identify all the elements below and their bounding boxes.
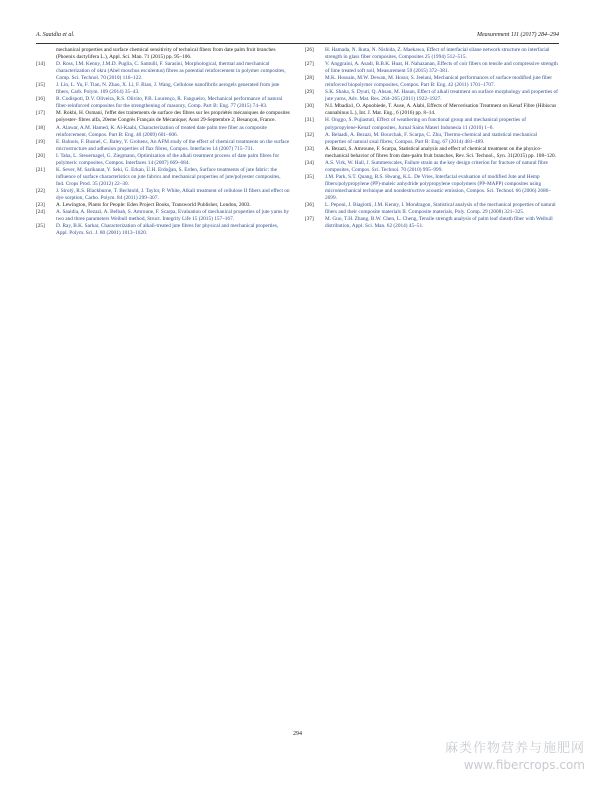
reference-text[interactable]: N.I. Mbadia1, O. Apoobiede, T. Ause, A. Alabi, Effects of Mercerisation Treatment on Kenaf Fibre (Hibiscus cannabinus L.), Int. J. Mat. Eng., 6 (2016) pp. 8–14.	[325, 103, 557, 117]
reference-text[interactable]: M. Guo, T.H. Zhang, B.W. Chen, L. Cheng, Tensile strength analysis of palm leaf sheath fiber with Weibull distribution, Appl. Sci. Man. 62 (2014) 45–51.	[325, 216, 553, 230]
reference-item	[305, 216, 559, 230]
reference-text[interactable]: M. Rokbi, H. Osmani, l'effet des traitements de surface des fibres sur les propriétés mécaniques de composites polyester- fibres alfa, 20eme Congrès Français de Mécanique; Aout 29-Septembre 2; Besançon, France.	[56, 110, 290, 124]
reference-item	[36, 110, 290, 124]
reference-number: [14]	[36, 61, 45, 68]
reference-number: [32]	[305, 131, 314, 138]
reference-item	[36, 167, 290, 188]
reference-number: [18]	[36, 124, 45, 131]
reference-text[interactable]: S.K. Shaha, S. Dyuti, Q. Ahsan, M. Hasan, Effect of alkali treatment on surface morphology and properties of jute yarns, Adv. Mat. Res. 264–265 (2011) 1922–1927.	[325, 89, 558, 103]
reference-number: [37]	[305, 216, 314, 223]
reference-number: [31]	[305, 117, 314, 124]
reference-item	[36, 61, 290, 82]
reference-item	[36, 209, 290, 223]
reference-number: [33]	[305, 145, 314, 152]
reference-number: [22]	[36, 187, 45, 194]
reference-number: [15]	[36, 82, 45, 89]
header-journal: Measurement 111 (2017) 284–294	[476, 32, 559, 38]
reference-item	[36, 188, 290, 202]
reference-number: [20]	[36, 152, 45, 159]
reference-text[interactable]: D. Ray, B.K. Sarkar, Characterization of alkali-treated jute fibres for physical and mechanical properties, Appl. Polym. Sci. J. 80 (2001) 1013–1020.	[56, 223, 279, 237]
reference-text[interactable]: A. Bezazi, S. Amroune, F. Scarpa, Statistical analysis and effect of chemical treatment on the physico-mechanical behavior of fibres from date-palm fruit branches, Rev. Sci. Technol., Syn. 31(2015) pp. 108–120.	[325, 145, 557, 159]
watermark	[445, 737, 585, 772]
reference-text[interactable]: J.M. Park, S.T. Quang, B.S. Hwang, K.L. De Vries, Interfacial evaluation of modified Jute and Hemp fibers/polypropylene (PP)-maleic anhydride polypropylene copolymers (PP-MAPP) composites using micromechanical technique and nondestructive acoustic emission, Compos. Sci. Technol. 66 (2006) 2686–2699.	[325, 173, 551, 201]
reference-number: [23]	[36, 202, 45, 209]
reference-item	[305, 132, 559, 146]
reference-item	[305, 160, 559, 174]
reference-text[interactable]: M.K. Hossain, M.W. Dewan, M. Hosur, S. Jeelani, Mechanical performances of surface modified jute fiber reinforced biopolymer composites, Compos. Part B: Eng. 42 (2011) 1701–1707.	[325, 75, 553, 89]
reference-item	[305, 47, 559, 61]
reference-text[interactable]: A. Alawar, A.M. Hamed, K. Al-Kaabi, Characterization of treated date palm tree fiber as composite reinforcement, Compos. Part B: Eng. 40 (2009) 601–606.	[56, 124, 267, 138]
reference-text[interactable]: A.S. Virk, W. Hall, J. Summerscales, Failure strain as the key design criterion for fracture of natural fibre composites, Compos. Sci. Technol. 70 (2010) 995–999.	[325, 159, 548, 173]
references-right-column	[305, 47, 559, 230]
reference-text[interactable]: E. Balnois, F. Busnel, C. Baley, Y. Grohens, An AFM study of the effect of chemical treatments on the surface microstructure and adhesion properties of flax fibres, Compos. Interfaces 14 (2007) 715–731.	[56, 138, 290, 152]
reference-text[interactable]: A. Saaidia, A. Bezazi, A. Belbah, S. Amroune, F. Scarpa, Evaluation of mechanical properties of jute yarns by two and three parameters Weibull method, Struct. Integrity Life 15 (2015) 157–167.	[56, 209, 290, 223]
reference-item	[36, 139, 290, 153]
reference-text[interactable]: mechanical properties and surface chemical sensitivity of technical fibers from date palm fruit branches (Phoenix dactylifera L.), Appl. Sci. Man. 71 (2015) pp. 95–106.	[56, 47, 276, 61]
reference-text[interactable]: J. Sirolý, R.S. Blackburne, T. Bechtold, J. Taylor, P. White, Alkali treatment of cellulose II fibers and effect on dye sorption, Carbo. Polym. 84 (2011) 299–307.	[56, 187, 290, 201]
reference-number: [29]	[305, 89, 314, 96]
reference-number: [17]	[36, 110, 45, 117]
references-left-column	[36, 47, 290, 237]
reference-number: [16]	[36, 96, 45, 103]
reference-item	[36, 223, 290, 237]
reference-number: [35]	[305, 173, 314, 180]
reference-text[interactable]: R. Codispoti, D.V. Oliveira, R.S. Olivito, P.B. Lourenço, R. Fangueiro, Mechanical performance of natural fiber-reinforced composites for the strengthening of masonry, Comp. Part B: Eng. 77 (2015) 74–83.	[56, 96, 283, 110]
reference-item	[36, 153, 290, 167]
reference-text[interactable]: J. Lin, L. Yu, F. Tian, N. Zhao, X. Li, F. Bian, J. Wang, Cellulose nanofibrils aerogels generated from jute fibers, Carb. Polym. 109 (2014) 35–43.	[56, 82, 280, 96]
reference-item	[36, 96, 290, 110]
watermark-text: 麻类作物营养与施肥网	[444, 741, 585, 756]
reference-text[interactable]: A. Lewington, Plants for People: Eden Project Books, Transworld Publisher, London, 2003.	[56, 202, 251, 209]
reference-item	[305, 89, 559, 103]
page-number: 294	[293, 731, 302, 737]
reference-item	[305, 75, 559, 89]
reference-item	[36, 125, 290, 139]
reference-text[interactable]: V. Anggraini, A. Asadi, B.B.K. Huat, H. Nahazanan, Effects of coir fibers on tensile and compressive strength of lime treated soft soil, Measurement 59 (2015) 372–381.	[325, 61, 558, 75]
reference-number: [34]	[305, 159, 314, 166]
header-authors: A. Saaidia et al.	[36, 32, 75, 38]
reference-number: [28]	[305, 75, 314, 82]
reference-number: [26]	[305, 47, 314, 53]
reference-number: [24]	[36, 209, 45, 216]
reference-item	[36, 47, 290, 61]
reference-number: [27]	[305, 61, 314, 68]
reference-item	[36, 82, 290, 96]
reference-text[interactable]: A. Belaadi, A. Bezazi, M. Bourchak, F. Scarpa, C. Zhu, Thermo-chemical and statistical mechanical properties of natural sisal fibres, Compos. Part B: Eng. 67 (2014) 481–489.	[325, 131, 538, 145]
reference-text[interactable]: H. Hamada, N. Ikuta, N. Nishida, Z. Maekawa, Effect of interfacial silane network structure on interfacial strength in glass fiber composites, Composites 25 (1994) 512–515.	[325, 47, 550, 61]
reference-item	[305, 103, 559, 117]
reference-text[interactable]: H. Onggo, S. Pujiastuti, Effect of weathering on functional group and mechanical properties of polypropylene-Kenaf composites, Jurnal Sains Materi Indonesia 11 (2010) 1–6.	[325, 117, 526, 131]
reference-text[interactable]: D. Ross, I.M. Kenny, J.M.D. Puglia, C. Santulli, F. Sarasini, Morphological, thermal and mechanical characterization of okra (Abel moschus esculentus) fibres as potential reinforcement in polymer composites, Comp. Sci. Technol. 70 (2010) 116–122.	[56, 61, 286, 82]
reference-item	[305, 146, 559, 160]
header-rule	[36, 43, 559, 44]
reference-item	[305, 202, 559, 216]
reference-text[interactable]: K. Sever, M. Sarikanat, Y. Seki, G. Erkan, Ü.H. Erdoğan, S. Erden, Surface treatments of jute fabric: the influence of surface characteristics on jute fabrics and mechanical properties of jute/polyester composites, Ind. Crops Prod. 35 (2012) 22–30.	[56, 166, 281, 187]
reference-number: [36]	[305, 202, 314, 209]
reference-text[interactable]: I. Taha, L. Steuernagel, G. Ziegmann, Optimization of the alkali treatment process of date palm fibres for polymeric composites, Compos. Interfaces 14 (2007) 669–684.	[56, 152, 280, 166]
reference-text[interactable]: L. Peponi, J. Biagiotti, J.M. Kenny, I. Mondragon, Statistical analysis of the mechanical properties of natural fibers and their composite materials II. Composite materials, Poly. Comp. 29 (2008) 321–325.	[325, 202, 556, 216]
reference-item	[305, 117, 559, 131]
reference-number: [30]	[305, 103, 314, 110]
watermark-url: www.fibercrops.com	[463, 758, 585, 772]
reference-number: [25]	[36, 223, 45, 230]
reference-item	[305, 61, 559, 75]
reference-number: [19]	[36, 138, 45, 145]
reference-item	[305, 174, 559, 202]
reference-number: [21]	[36, 166, 45, 173]
